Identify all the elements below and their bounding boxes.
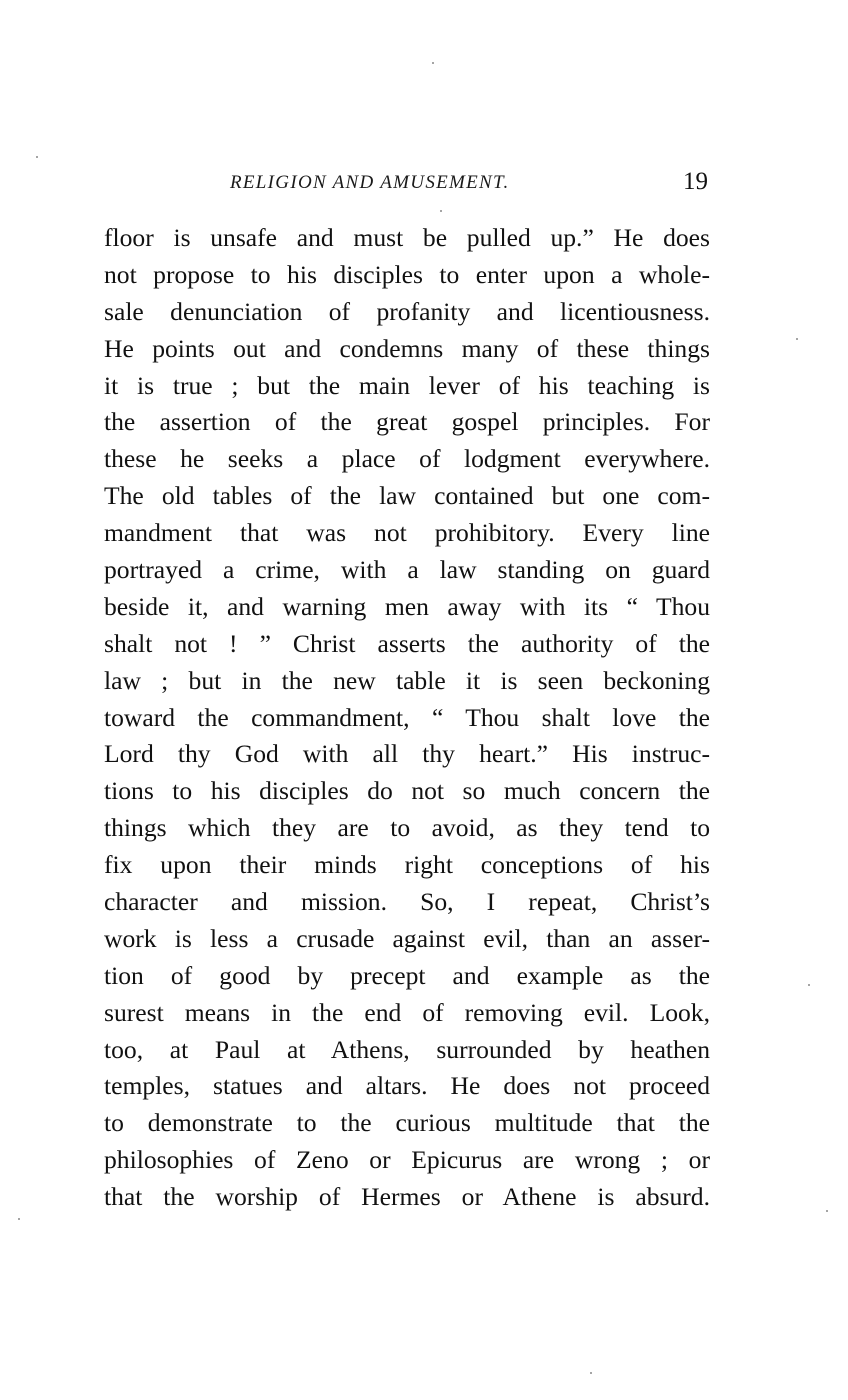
text-line: to demonstrate to the curious multitude that the	[104, 1108, 710, 1138]
body-text	[104, 220, 710, 1216]
text-line: floor is unsafe and must be pulled up.” He does	[104, 223, 710, 252]
text-line: these he seeks a place of lodgment everywhere.	[104, 444, 710, 474]
text-line: toward the commandment, “ Thou shalt love the	[104, 702, 710, 732]
scan-speck	[18, 1218, 20, 1220]
text-line: not propose to his disciples to enter upon a whole-	[104, 259, 710, 289]
scan-speck	[826, 1210, 828, 1212]
text-line: surest means in the end of removing evil. Look,	[104, 997, 710, 1027]
page-number: 19	[683, 168, 708, 195]
text-line: law ; but in the new table it is seen beckoning	[104, 665, 710, 695]
text-line: fix upon their minds right conceptions of his	[104, 850, 710, 880]
text-line: tions to his disciples do not so much concern the	[104, 776, 710, 806]
text-line: the assertion of the great gospel principles. For	[104, 407, 710, 437]
text-line: tion of good by precept and example as the	[104, 960, 710, 990]
text-line: work is less a crusade against evil, than an asser-	[104, 923, 710, 953]
text-line: He points out and condemns many of these things	[104, 333, 710, 363]
text-line: Lord thy God with all thy heart.” His instruc-	[104, 739, 710, 769]
text-line: sale denunciation of profanity and licentiousness.	[104, 296, 710, 326]
scan-speck	[796, 338, 798, 340]
text-line: it is true ; but the main lever of his teaching is	[104, 370, 710, 400]
running-head: RELIGION AND AMUSEMENT.	[230, 172, 510, 193]
text-line: shalt not ! ” Christ asserts the authority of the	[104, 628, 710, 658]
text-line: that the worship of Hermes or Athene is absurd.	[104, 1182, 710, 1212]
text-line: temples, statues and altars. He does not proceed	[104, 1071, 710, 1101]
page-header	[104, 168, 710, 202]
scan-speck	[808, 984, 810, 986]
text-line: portrayed a crime, with a law standing on guard	[104, 555, 710, 585]
text-line: beside it, and warning men away with its “ Thou	[104, 591, 710, 621]
text-line: philosophies of Zeno or Epicurus are wrong ; or	[104, 1145, 710, 1175]
scan-speck	[590, 1372, 592, 1374]
text-line: The old tables of the law contained but one com-	[104, 481, 710, 511]
scan-speck	[440, 210, 442, 212]
text-line: too, at Paul at Athens, surrounded by heathen	[104, 1034, 710, 1064]
text-line: character and mission. So, I repeat, Christ’s	[104, 887, 710, 917]
text-line: things which they are to avoid, as they tend to	[104, 813, 710, 843]
text-line: mandment that was not prohibitory. Every line	[104, 518, 710, 548]
scan-speck	[432, 62, 434, 64]
scan-speck	[36, 156, 38, 158]
